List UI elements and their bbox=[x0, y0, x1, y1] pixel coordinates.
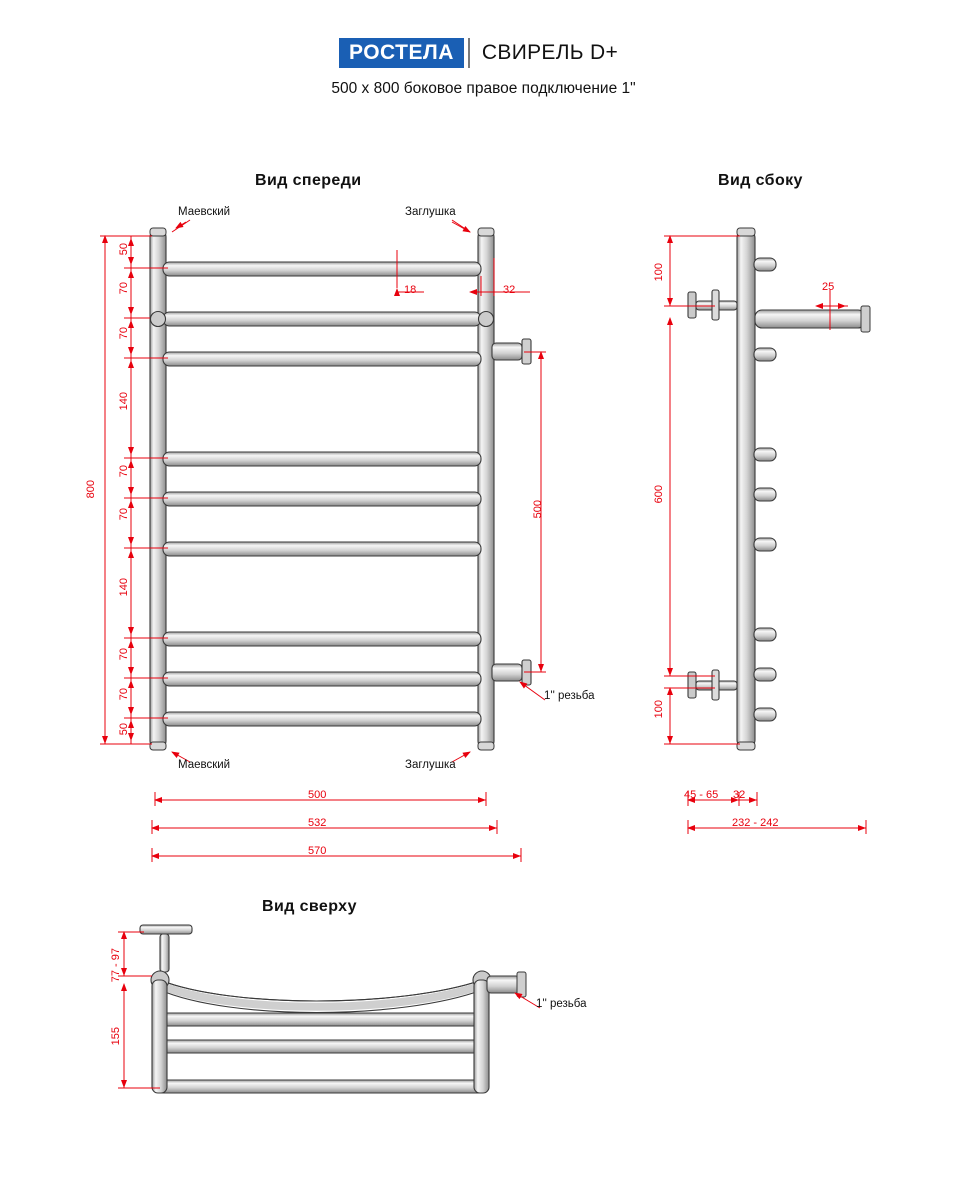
label-maevsky-bottom: Маевский bbox=[178, 759, 231, 771]
front-seg-9: 70 bbox=[118, 688, 130, 701]
front-seg-10: 50 bbox=[118, 723, 130, 736]
top-view-title: Вид сверху bbox=[262, 898, 357, 915]
label-plug-bottom: Заглушка bbox=[405, 759, 456, 771]
front-seg-1: 50 bbox=[118, 243, 130, 256]
model-name: СВИРЕЛЬ D+ bbox=[468, 38, 628, 68]
front-dim-32: 32 bbox=[503, 284, 516, 296]
front-dim-500-center: 500 bbox=[532, 500, 544, 519]
label-thread-front: 1'' резьба bbox=[544, 690, 595, 702]
label-maevsky-top: Маевский bbox=[178, 206, 231, 218]
side-view-title: Вид сбоку bbox=[718, 172, 803, 189]
side-dim-mid-600: 600 bbox=[653, 485, 665, 504]
top-view-drawing bbox=[0, 880, 620, 1200]
side-dim-top-100: 100 bbox=[653, 263, 665, 282]
front-width-570: 570 bbox=[308, 845, 327, 857]
front-view-drawing bbox=[0, 0, 620, 880]
label-plug-top: Заглушка bbox=[405, 206, 456, 218]
top-dim-155: 155 bbox=[110, 1027, 122, 1046]
subtitle: 500 x 800 боковое правое подключение 1" bbox=[331, 80, 636, 97]
side-view-drawing bbox=[620, 0, 967, 880]
side-dim-bottom-100: 100 bbox=[653, 700, 665, 719]
front-seg-4: 140 bbox=[118, 392, 130, 411]
front-total-height-dim: 800 bbox=[85, 480, 97, 499]
brand-logo: РОСТЕЛА bbox=[339, 38, 464, 68]
front-width-532: 532 bbox=[308, 817, 327, 829]
front-dim-18: 18 bbox=[404, 284, 417, 296]
side-dim-bracket-range: 45 - 65 bbox=[684, 789, 719, 801]
front-seg-7: 140 bbox=[118, 578, 130, 597]
side-dim-25: 25 bbox=[822, 281, 835, 293]
front-seg-5: 70 bbox=[118, 465, 130, 478]
front-seg-8: 70 bbox=[118, 648, 130, 661]
top-dim-height-range: 77 - 97 bbox=[110, 948, 122, 983]
front-width-500: 500 bbox=[308, 789, 327, 801]
front-seg-3: 70 bbox=[118, 327, 130, 340]
front-seg-6: 70 bbox=[118, 508, 130, 521]
side-dim-depth-range: 232 - 242 bbox=[732, 817, 779, 829]
front-seg-2: 70 bbox=[118, 282, 130, 295]
front-view-title: Вид спереди bbox=[255, 172, 362, 189]
side-dim-bracket-32: 32 bbox=[733, 789, 746, 801]
label-thread-top: 1'' резьба bbox=[536, 998, 587, 1010]
